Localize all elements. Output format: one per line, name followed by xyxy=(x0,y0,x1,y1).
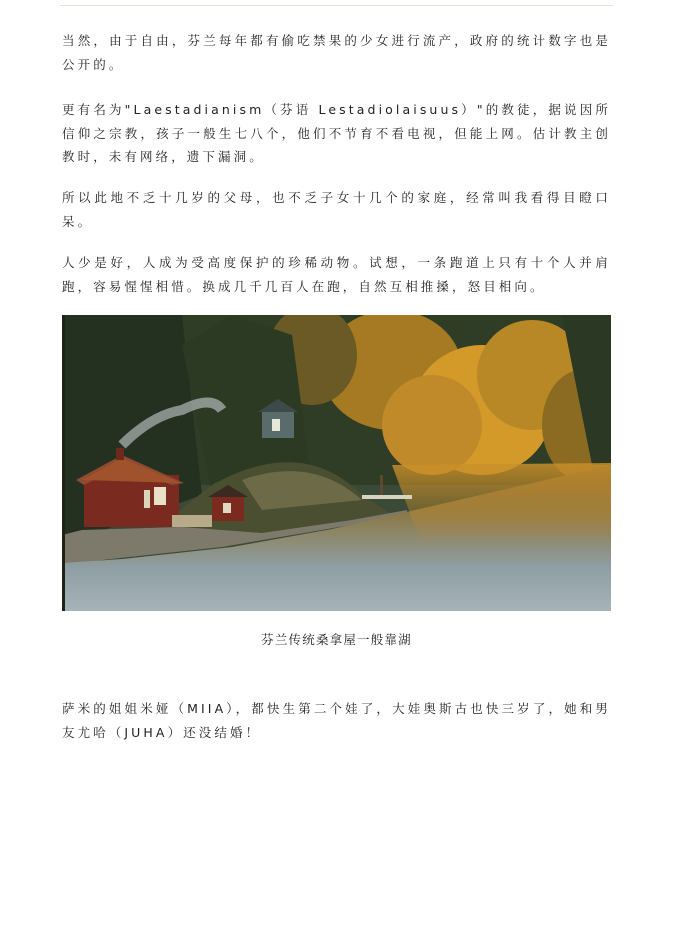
paragraph-miia-juha: 萨米的姐姐米娅（MIIA），都快生第二个娃了，大娃奥斯古也快三岁了，她和男友尤哈（JUHA）还没结婚！ xyxy=(62,701,611,740)
paragraph-few-people: 人少是好，人成为受高度保护的珍稀动物。试想，一条跑道上只有十个人并肩跑，容易惺惺相惜。换成几千几百人在跑，自然互相推搡，怒目相向。 xyxy=(62,255,611,294)
paragraph-laestadianism: 更有名为"Laestadianism（芬语 Lestadiolaisuus）"的教徒，据说因所信仰之宗教，孩子一般生七八个，他们不节育不看电视，但能上网。估计教主创教时，未有网络，遗下漏洞。 xyxy=(62,102,611,164)
lake-sauna-photo xyxy=(62,315,611,611)
photo-caption: 芬兰传统桑拿屋一般靠湖 xyxy=(261,632,412,647)
paragraph-abortion-statistics: 当然，由于自由，芬兰每年都有偷吃禁果的少女进行流产，政府的统计数字也是公开的。 xyxy=(62,33,611,72)
paragraph-young-parents: 所以此地不乏十几岁的父母，也不乏子女十几个的家庭，经常叫我看得目瞪口呆。 xyxy=(62,190,611,229)
top-divider xyxy=(60,5,613,6)
